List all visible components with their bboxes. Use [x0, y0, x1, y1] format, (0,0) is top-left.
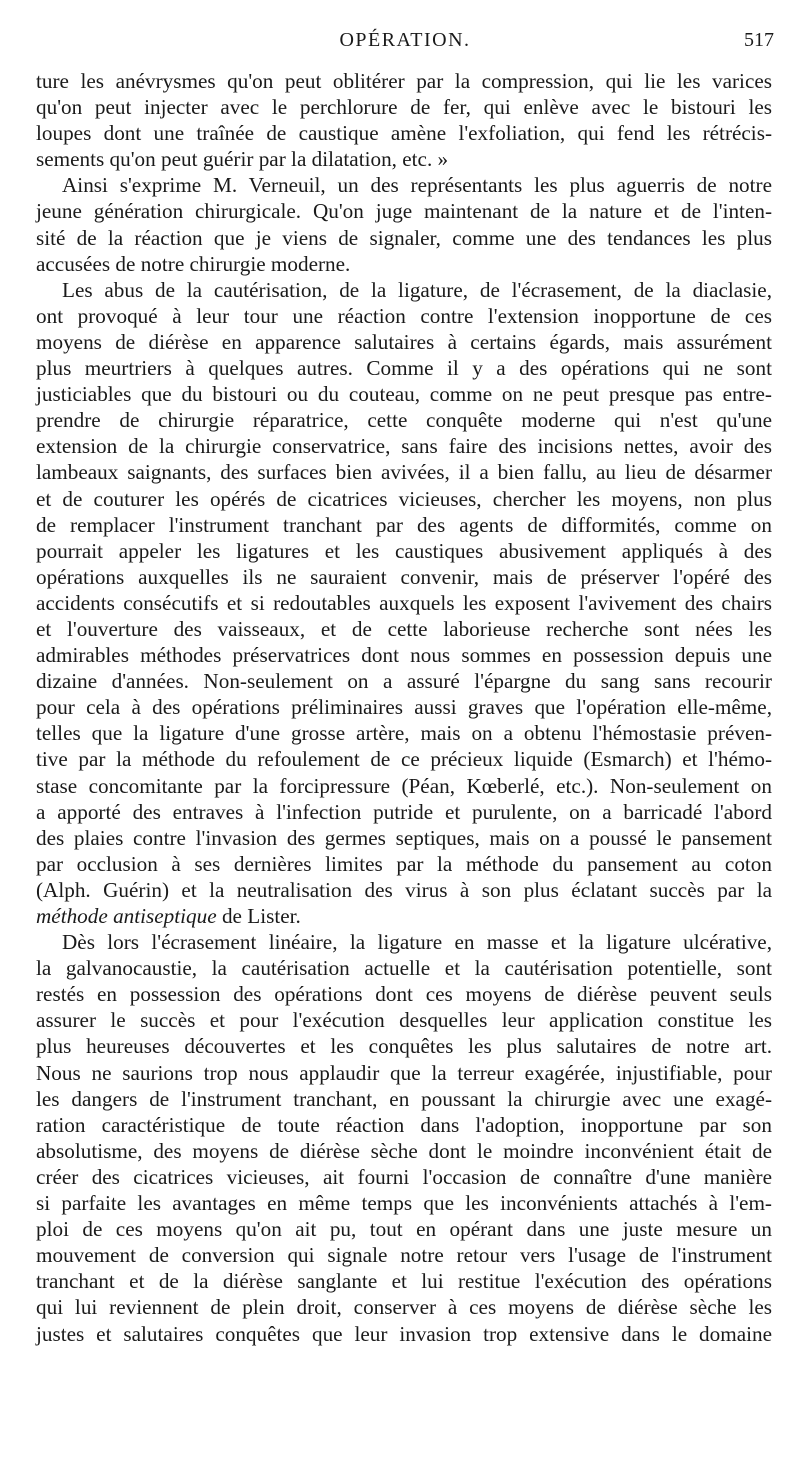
text-line: ploi de ces moyens qu'on ait pu, tout en opérant dans une juste mesure un: [36, 1217, 772, 1242]
paragraph-2: [36, 172, 772, 276]
text-line: qu'on peut injecter avec le perchlorure de fer, qui enlève avec le bistouri les: [36, 95, 772, 120]
text-line: justes et salutaires conquêtes que leur invasion trop extensive dans le domaine: [36, 1321, 772, 1346]
paragraph-3: [36, 277, 772, 929]
text-line: telles que la ligature d'une grosse artère, mais on a obtenu l'hémostasie préven-: [36, 721, 772, 746]
text-line: absolutisme, des moyens de diérèse sèche dont le moindre inconvénient était de: [36, 1138, 772, 1163]
text-line: plus heureuses découvertes et les conquêtes les plus salutaires de notre art.: [36, 1034, 772, 1059]
text-line: mouvement de conversion qui signale notre retour vers l'usage de l'instrument: [36, 1243, 772, 1268]
text-line: accusées de notre chirurgie moderne.: [36, 251, 351, 276]
text-run: de Lister.: [216, 904, 301, 928]
text-line: prendre de chirurgie réparatrice, cette conquête moderne qui n'est qu'une: [36, 408, 772, 433]
text-line: des plaies contre l'invasion des germes septiques, mais on a poussé le pansement: [36, 825, 772, 850]
text-line: tive par la méthode du refoulement de ce précieux liquide (Esmarch) et l'hémo-: [36, 747, 772, 772]
text-line: ont provoqué à leur tour une réaction contre l'extension inopportune de ces: [36, 303, 772, 328]
text-line-final: [36, 903, 772, 929]
text-line: loupes dont une traînée de caustique amène l'exfoliation, qui fend les rétrécis-: [36, 121, 772, 146]
text-line: moyens de diérèse en apparence salutaires à certains égards, mais assurément: [36, 329, 772, 354]
text-line: ture les anévrysmes qu'on peut oblitérer par la compression, qui lie les varices: [36, 69, 772, 93]
text-line: plus meurtriers à quelques autres. Comme il y a des opérations qui ne sont: [36, 356, 772, 381]
page-number: 517: [744, 29, 774, 51]
text-line: pourrait appeler les ligatures et les caustiques abusivement appliqués à des: [36, 538, 772, 563]
text-line: admirables méthodes préservatrices dont nous sommes en possession depuis une: [36, 643, 772, 668]
text-line: sements qu'on peut guérir par la dilatation, etc. »: [36, 147, 449, 172]
paragraph-1: [36, 68, 772, 172]
text-line: pour cela à des opérations préliminaires aussi graves que l'opération elle-même,: [36, 695, 772, 720]
text-line: ration caractéristique de toute réaction dans l'adoption, inopportune par son: [36, 1112, 772, 1137]
running-header: [36, 29, 774, 59]
text-line: extension de la chirurgie conservatrice, sans faire des incisions nettes, avoir des: [36, 434, 772, 459]
text-line: par occlusion à ses dernières limites par la méthode du pansement au coton: [36, 851, 772, 876]
text-line: accidents consécutifs et si redoutables auxquels les exposent l'avivement des chairs: [36, 590, 772, 615]
text-line: opérations auxquelles ils ne sauraient convenir, mais de préserver l'opéré des: [36, 564, 772, 589]
text-line: sité de la réaction que je viens de signaler, comme une des tendances les plus: [36, 225, 772, 250]
text-line: et l'ouverture des vaisseaux, et de cette laborieuse recherche sont nées les: [36, 616, 772, 641]
text-line: Ainsi s'exprime M. Verneuil, un des représentants les plus aguerris de notre: [62, 173, 772, 198]
text-line: Dès lors l'écrasement linéaire, la ligature en masse et la ligature ulcérative,: [62, 930, 772, 955]
text-line: restés en possession des opérations dont ces moyens de diérèse peuvent seuls: [36, 982, 772, 1007]
text-line: tranchant et de la diérèse sanglante et lui restitue l'exécution des opérations: [36, 1269, 772, 1294]
text-line: jeune génération chirurgicale. Qu'on juge maintenant de la nature et de l'inten-: [36, 199, 772, 224]
text-line: de remplacer l'instrument tranchant par des agents de difformités, comme on: [36, 512, 772, 537]
text-line: et de couturer les opérés de cicatrices vicieuses, chercher les moyens, non plus: [36, 486, 772, 511]
text-line: stase concomitante par la forcipressure (Péan, Kœberlé, etc.). Non-seulement on: [36, 773, 772, 798]
text-line: si parfaite les avantages en même temps que les inconvénients attachés à l'em-: [36, 1191, 772, 1216]
text-line: Nous ne saurions trop nous applaudir que la terreur exagérée, injustifiable, pour: [36, 1060, 772, 1085]
text-line: qui lui reviennent de plein droit, conserver à ces moyens de diérèse sèche les: [36, 1295, 772, 1320]
text-line: les dangers de l'instrument tranchant, en poussant la chirurgie avec une exagé-: [36, 1086, 772, 1111]
emphasis-text: méthode antiseptique: [36, 904, 217, 928]
text-line: assurer le succès et pour l'exécution desquelles leur application constitue les: [36, 1008, 772, 1033]
text-line: Les abus de la cautérisation, de la ligature, de l'écrasement, de la diaclasie,: [62, 277, 772, 302]
paragraph-4: [36, 929, 772, 1347]
text-line: a apporté des entraves à l'infection putride et purulente, on a barricadé l'abord: [36, 799, 772, 824]
text-line: la galvanocaustie, la cautérisation actuelle et la cautérisation potentielle, sont: [36, 956, 772, 981]
text-line: dizaine d'années. Non-seulement on a assuré l'épargne du sang sans recourir: [36, 669, 772, 694]
running-title: OPÉRATION.: [339, 29, 471, 51]
text-line: justiciables que du bistouri ou du couteau, comme on ne peut presque pas entre-: [36, 382, 772, 407]
text-line: créer des cicatrices vicieuses, ait fourni l'occasion de connaître d'une manière: [36, 1164, 772, 1189]
body-text: [36, 68, 772, 1347]
text-line: (Alph. Guérin) et la neutralisation des virus à son plus éclatant succès par la: [36, 877, 772, 902]
text-line: lambeaux saignants, des surfaces bien avivées, il a bien fallu, au lieu de désarmer: [36, 460, 772, 485]
